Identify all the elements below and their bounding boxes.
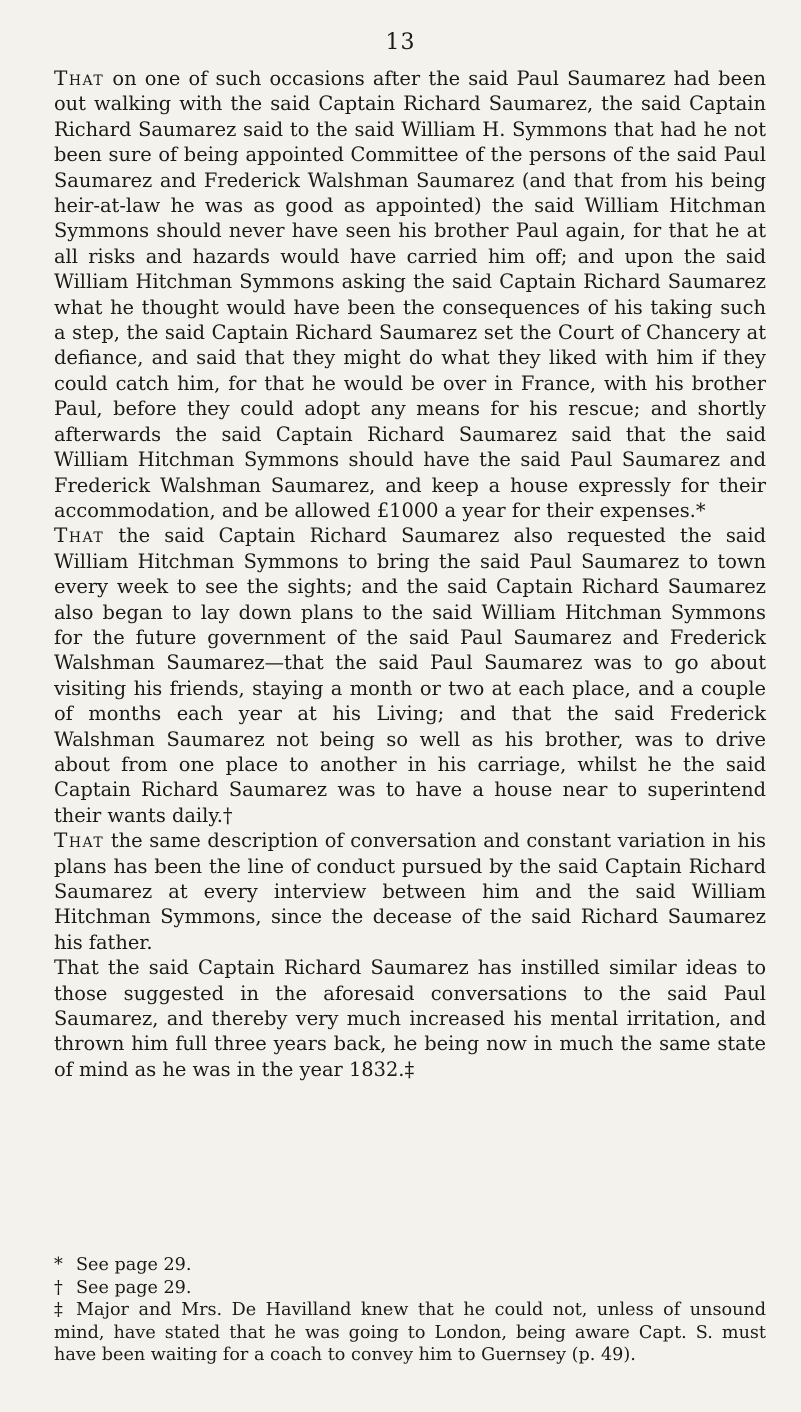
body-text [54,66,766,1082]
paragraph-lead: That [54,828,105,853]
footnotes [54,1254,766,1367]
footnote-text: Major and Mrs. De Havilland knew that he could not, unless of unsound mind, have stated that he was going to London, being aware Capt. S. must have been waiting for a coach to convey him to Guernsey (p. 49). [54,1300,766,1366]
paragraph-lead: That [54,523,105,548]
paragraph-lead: That [54,66,105,90]
footnote-mark: * [54,1255,63,1275]
paragraph-4 [54,955,766,1082]
paragraph-3 [54,828,766,955]
footnote-mark: ‡ [54,1300,63,1321]
paragraph-text: That the said Captain Richard Saumarez has instilled similar ideas to those suggested in the aforesaid conversations to the said Paul Saumarez, and thereby very much increased his mental irritation, and thrown him full three years back, he being now in much the same state of mind as he was in the year 1832.‡ [54,956,766,1081]
footnote-mark: † [54,1277,63,1298]
footnote [54,1277,766,1300]
footnote [54,1299,766,1367]
paragraph-1 [54,66,766,523]
paragraph-2 [54,523,766,828]
page-number: 13 [385,30,416,55]
paragraph-text: the said Captain Richard Saumarez also requested the said William Hitchman Symmons to bring the said Paul Saumarez to town every week to see the sights; and the said Captain Richard Saumarez also began to lay down plans to the said William Hitchman Symmons for the future government of the said Paul Saumarez and Frederick Walshman Saumarez—that the said Paul Saumarez was to go about visiting his friends, staying a month or two at each place, and a couple of months each year at his Living; and that the said Frederick Walshman Saumarez not being so well as his brother, was to drive about from one place to another in his carriage, whilst he the said Captain Richard Saumarez was to have a house near to superintend their wants daily.† [54,524,766,827]
footnote [54,1254,766,1277]
paragraph-text: on one of such occasions after the said Paul Saumarez had been out walking with the said Captain Richard Saumarez, the said Captain Richard Saumarez said to the said William H. Symmons that had he not been sure of being appointed Committee of the persons of the said Paul Saumarez and Frederick Walshman Saumarez (and that from his being heir-at-law he was as good as appointed) the said William Hitchman Symmons should never have seen his brother Paul again, for that he at all risks and hazards would have carried him off; and upon the said William Hitchman Symmons asking the said Captain Richard Saumarez what he thought would have been the consequences of his taking such a step, the said Captain Richard Saumarez set the Court of Chancery at defiance, and said that they might do what they liked with him if they could catch him, for that he would be over in France, with his brother Paul, before they could adopt any means for his rescue; and shortly afterwards the said Captain Richard Saumarez said that the said William Hitchman Symmons should have the said Paul Saumarez and Frederick Walshman Saumarez, and keep a house expressly for their accommodation, and be allowed £1000 a year for their expenses.* [54,67,766,522]
footnote-text: See page 29. [76,1255,192,1275]
paragraph-text: the same description of conversation and constant variation in his plans has been the line of conduct pursued by the said Captain Richard Saumarez at every interview between him and the said William Hitchman Symmons, since the decease of the said Richard Saumarez his father. [54,829,766,954]
footnote-text: See page 29. [76,1277,192,1298]
